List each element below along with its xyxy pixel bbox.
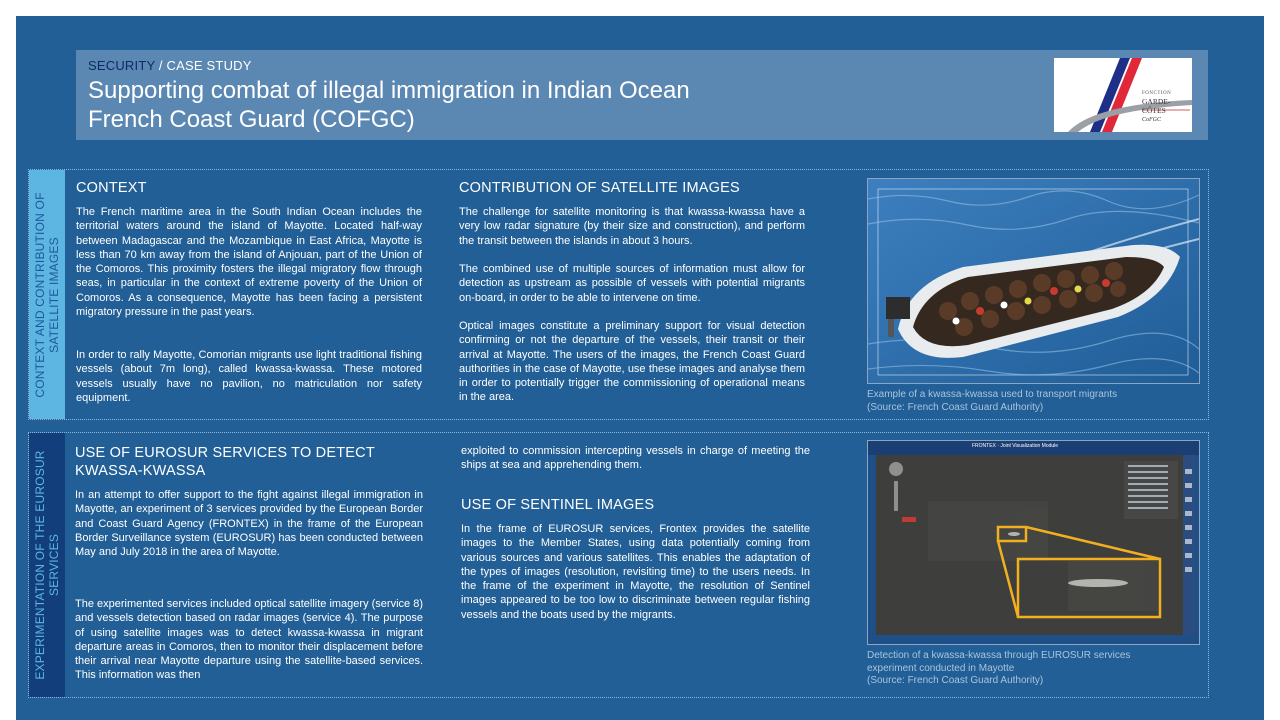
side-label [33,192,61,397]
context-paragraph-1: The French maritime area in the South Indian Ocean includes the territorial waters around the island of Mayotte. Located half-way between Madagascar and the Mozambique in East Africa, Mayotte is less than 70 km away from the island of Anjouan, part of the Union of the Comoros. This proximity fosters the illegal migratory flow through seas, in particular in the context of extreme poverty of the Union of Comoros. As a consequence, Mayotte has been facing a persistent migratory pressure in the past years. [76,206,422,319]
title-line-2: French Coast Guard (COFGC) [88,106,415,133]
context-heading: CONTEXT [76,180,147,196]
breadcrumb [88,58,252,73]
category-label: SECURITY [88,58,156,73]
contribution-paragraph-2: The combined use of multiple sources of information must allow for detection as upstream as possible of vessels with potential migrants on-board, in order to be able to intervene on time. [459,263,805,304]
boat-photo-image [868,179,1199,383]
type-label: CASE STUDY [166,58,252,73]
slide [16,16,1264,720]
detection-caption [867,650,1207,688]
side-label-line-1: CONTEXT AND CONTRIBUTION OF [33,191,47,398]
eurosur-heading-line-1: USE OF EUROSUR SERVICES TO DETECT [75,445,375,461]
eurosur-heading-line-2: KWASSA-KWASSA [75,463,206,479]
caption-line-2: (Source: French Coast Guard Authority) [867,401,1044,413]
header-banner [76,50,1208,140]
side-label-bar [29,170,65,419]
side-label-line-1: EXPERIMENTATION OF THE EUROSUR [33,450,47,680]
sentinel-heading: USE OF SENTINEL IMAGES [461,497,655,513]
caption-line-2: experiment conducted in Mayotte [867,662,1015,674]
contribution-heading: CONTRIBUTION OF SATELLITE IMAGES [459,180,740,196]
detection-screenshot [867,440,1200,645]
caption-line-1: Example of a kwassa-kwassa used to transport migrants [867,389,1118,400]
contribution-paragraph-1: The challenge for satellite monitoring is that kwassa-kwassa have a very low radar signature (by their size and construction), and perform the transit between the islands in about 3 hours. [459,206,805,247]
boat-photo-caption [867,389,1207,414]
caption-line-1: Detection of a kwassa-kwassa through EUROSUR services [867,650,1131,661]
section-experimentation [28,432,1209,698]
logo-text-fonction: FONCTION [1142,91,1172,96]
side-label-bar [29,433,65,697]
page-title [88,76,690,134]
side-label-line-2: SATELLITE IMAGES [47,236,61,353]
eurosur-paragraph-3: exploited to commission intercepting vessels in charge of meeting the ships at sea and apprehending them. [461,445,810,472]
title-line-1: Supporting combat of illegal immigration in Indian Ocean [88,77,690,104]
app-title: FRONTEX · Joint Visualization Module [972,443,1059,449]
side-label [33,450,61,679]
contribution-paragraph-3: Optical images constitute a preliminary support for visual detection confirming or not the departure of the vessels, their transit or their arrival at Mayotte. The users of the images, the French Coast Guard authorities in the case of Mayotte, use these images and analyse them in order to potentially trigger the commissioning of operational means in the area. [459,320,805,404]
side-label-line-2: SERVICES [47,533,61,597]
logo-text-garde-cotes: GARDE-CÔTES [1142,97,1171,115]
sentinel-paragraph: In the frame of EUROSUR services, Frontex provides the satellite images to the Member States, using data potentially coming from various sources and various satellites. This enables the adaptation of the types of images (resolution, revisiting time) to the users needs. In the frame of the experiment in Mayotte, the resolution of Sentinel images appeared to be too low to discriminate between regular fishing vessels and the boats used by the migrants. [461,523,810,621]
eurosur-heading [75,444,375,480]
eurosur-paragraph-2: The experimented services included optical satellite imagery (service 8) and vessels detection based on radar images (service 4). The purpose of using satellite images was to detect kwassa-kwassa in migrant departure areas in Comoros, then to monitor their displacement before their arrival near Mayotte departure using the satellite-based services. This information was then [75,598,423,682]
kwassa-boat-photo [867,178,1200,384]
logo-stripes-icon [1054,58,1192,132]
breadcrumb-separator: / [155,58,167,73]
caption-line-3: (Source: French Coast Guard Authority) [867,675,1044,686]
section-context [28,169,1209,420]
detection-screenshot-image [868,441,1199,644]
eurosur-paragraph-1: In an attempt to offer support to the fight against illegal immigration in Mayotte, an experiment of 3 services provided by the European Border and Coast Guard Agency (FRONTEX) in the frame of the European Border Surveillance system (EUROSUR) has been conducted between May and July 2018 in the area of Mayotte. [75,489,423,559]
cofgc-logo [1054,58,1192,132]
context-paragraph-2: In order to rally Mayotte, Comorian migrants use light traditional fishing vessels (about 7m long), called kwassa-kwassa. These motored vessels usually have no pavilion, no matriculation nor safety equipment. [76,349,422,404]
logo-text-cofgc: CoFGC [1142,117,1162,123]
